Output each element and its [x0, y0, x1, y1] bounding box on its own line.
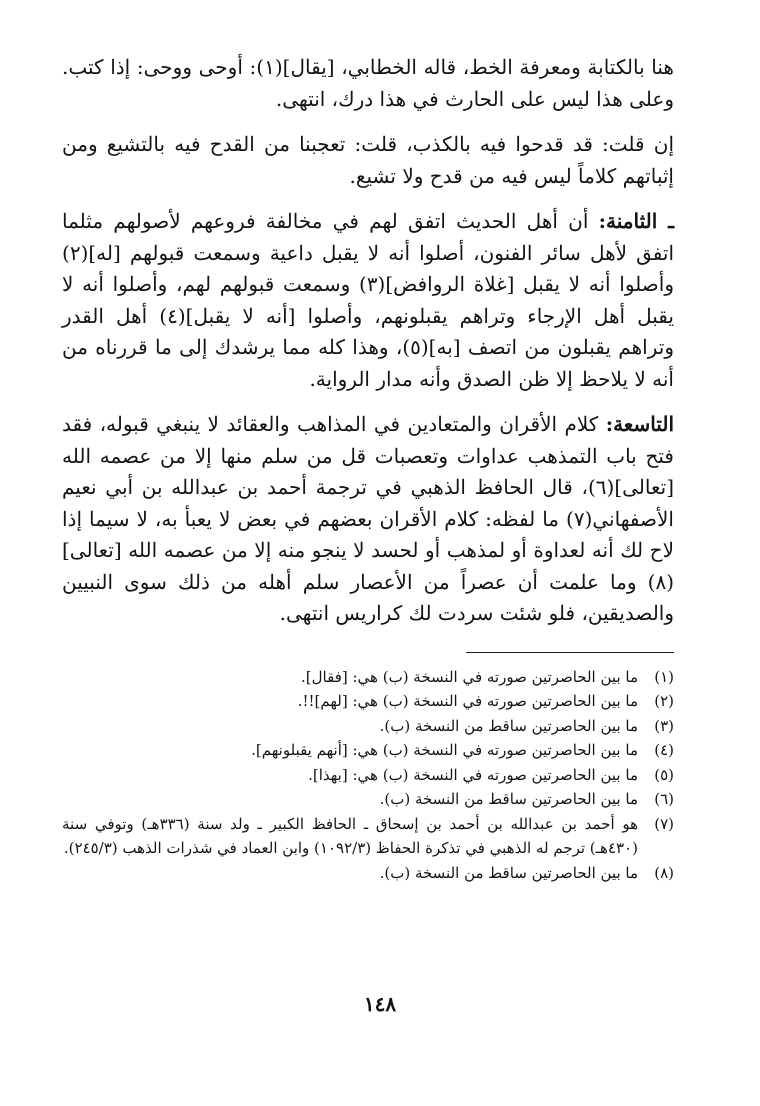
footnote-item — [62, 861, 674, 886]
footnote-item — [62, 812, 674, 861]
footnote-item — [62, 763, 674, 788]
footnote-text: ما بين الحاصرتين صورته في النسخة (ب) هي: [أنهم يقبلونهم]. — [251, 741, 638, 759]
footnote-item — [62, 787, 674, 812]
footnote-number: (٨) — [654, 863, 674, 882]
page-number: ١٤٨ — [363, 992, 397, 1016]
paragraph-eighth — [62, 206, 674, 395]
paragraph-1-text: هنا بالكتابة ومعرفة الخط، قاله الخطابي، [يقال](١): أوحى ووحى: إذا كتب. وعلى هذا ليس على الحارث في هذا درك، انتهى. — [62, 55, 674, 111]
footnote-text: ما بين الحاصرتين صورته في النسخة (ب) هي: [لهم]!!. — [297, 692, 638, 710]
footnote-item — [62, 689, 674, 714]
footnote-number: (١) — [654, 667, 674, 686]
footnote-number: (٧) — [654, 814, 674, 833]
footnote-item — [62, 714, 674, 739]
footnote-number: (٢) — [654, 692, 674, 710]
footnote-number: (٥) — [654, 765, 674, 784]
footnote-item — [62, 738, 674, 763]
footnote-separator — [466, 652, 674, 653]
footnote-text: ما بين الحاصرتين ساقط من النسخة (ب). — [379, 863, 638, 882]
paragraph-eighth-heading: ـ الثامنة: — [598, 209, 674, 233]
footnote-text: ما بين الحاصرتين ساقط من النسخة (ب). — [379, 790, 638, 808]
footnote-text: هو أحمد بن عبدالله بن أحمد بن إسحاق ـ الحافظ الكبير ـ ولد سنة (٣٣٦هـ) وتوفي سنة (٤٣٠هـ) ترجم له الذهبي في تذكرة الحفاظ (١٠٩٢/٣) وابن العماد في شذرات الذهب (٢٤٥/٣). — [62, 814, 639, 857]
paragraph-ninth — [62, 409, 674, 630]
footnote-number: (٦) — [654, 790, 674, 808]
paragraph-2-text: إن قلت: قد قدحوا فيه بالكذب، قلت: تعجبنا من القدح فيه بالتشيع ومن إثباتهم كلاماً ليس فيه من قدح ولا تشيع. — [62, 132, 674, 188]
footnote-text: ما بين الحاصرتين صورته في النسخة (ب) هي: [فقال]. — [301, 667, 638, 686]
footnote-number: (٤) — [654, 741, 674, 759]
footnotes — [62, 665, 674, 886]
paragraph-ninth-text: كلام الأقران والمتعادين في المذاهب والعقائد لا ينبغي قبوله، فقد فتح باب التمذهب عداوات وتعصبات قل من سلم منها إلا من عصمه الله [تعالى](٦)، قال الحافظ الذهبي في ترجمة أحمد بن عبدالله بن أبي نعيم الأصفهاني(٧) ما لفظه: كلام الأقران بعضهم في بعض لا يعبأ به، لا سيما إذا لاح لك أنه لعداوة أو لمذهب أو لحسد لا ينجو منه إلا من عصمه الله [تعالى](٨) وما علمت أن عصراً من الأعصار سلم أهله من ذلك سوى النبيين والصديقين، فلو شئت سردت لك كراريس انتهى. — [62, 412, 674, 625]
paragraph-2 — [62, 129, 674, 192]
paragraph-1 — [62, 52, 674, 115]
footnote-item — [62, 665, 674, 690]
footnote-text: ما بين الحاصرتين صورته في النسخة (ب) هي: [بهذا]. — [308, 765, 638, 784]
footnote-number: (٣) — [654, 716, 674, 735]
footnote-text: ما بين الحاصرتين ساقط من النسخة (ب). — [379, 716, 638, 735]
page-body — [62, 52, 674, 885]
paragraph-eighth-text: أن أهل الحديث اتفق لهم في مخالفة فروعهم لأصولهم مثلما اتفق لأهل سائر الفنون، أصلوا أنه لا يقبل داعية وسمعت قبولهم [له](٢) وأصلوا أنه لا يقبل [غلاة الروافض](٣) وسمعت قبولهم لهم، وأصلوا أنه لا يقبل أهل الإرجاء وتراهم يقبلونهم، وأصلوا [أنه لا يقبل](٤) أهل القدر وتراهم يقبلون من اتصف [به](٥)، وهذا كله مما يرشدك إلى ما قررناه من أنه لا يلاحظ إلا ظن الصدق وأنه مدار الرواية. — [62, 209, 674, 391]
paragraph-ninth-heading: التاسعة: — [605, 412, 674, 436]
